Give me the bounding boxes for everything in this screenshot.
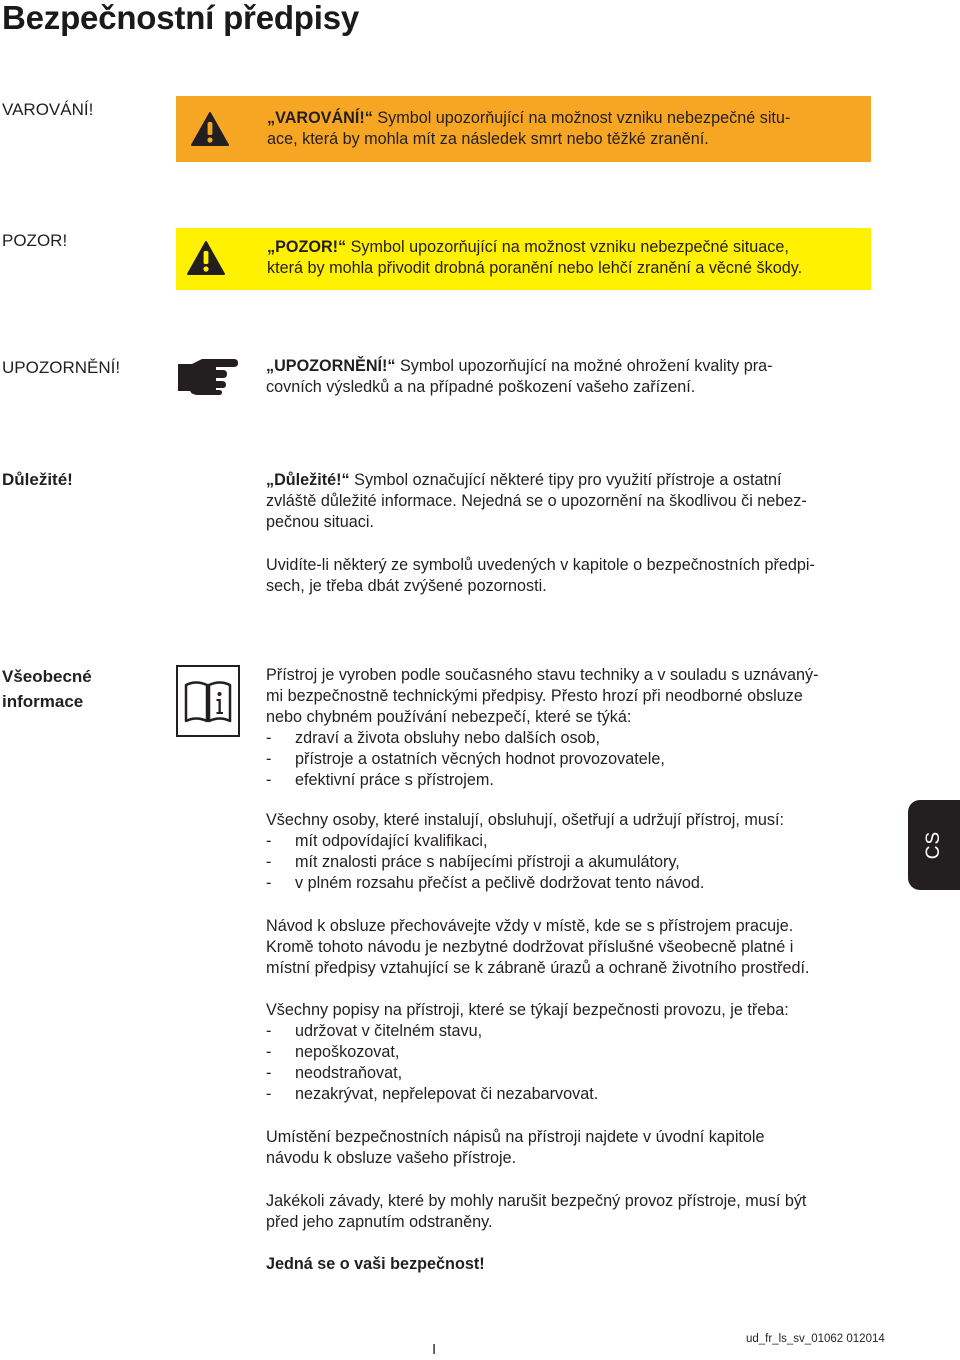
list-item-text: nezakrývat, nepřelepovat či nezabarvovat. (295, 1085, 599, 1103)
list-item (266, 1042, 886, 1063)
list-item-text: mít odpovídající kvalifikaci, (295, 832, 488, 850)
general-p2-list (266, 831, 886, 894)
caution-line1: Symbol upozorňující na možnost vzniku nebezpečné situace, (346, 238, 789, 256)
list-item-text: mít znalosti práce s nabíjecími přístroji a akumulátory, (295, 853, 680, 871)
general-label-line2: informace (2, 692, 84, 711)
caution-label: POZOR! (2, 231, 68, 250)
list-dash: - (266, 832, 272, 850)
general-p1 (266, 665, 886, 791)
general-p5 (266, 1127, 886, 1169)
list-item-text: neodstraňovat, (295, 1064, 403, 1082)
general-p5-line1: Umístění bezpečnostních nápisů na přístroji najdete v úvodní kapitole (266, 1128, 765, 1146)
general-p2-intro: Všechny osoby, které instalují, obsluhují, ošetřují a udržují přístroj, musí: (266, 811, 784, 829)
important-lead: „Důležité!“ (266, 471, 350, 489)
important-text (266, 470, 807, 533)
caution-box (176, 228, 871, 290)
symbols-note-line2: sech, je třeba dbát zvýšené pozornosti. (266, 577, 547, 595)
caution-line2: která by mohla přivodit drobná poranění nebo lehčí zranění a věcné škody. (267, 259, 803, 277)
general-p2 (266, 810, 886, 894)
general-p1-line2: mi bezpečnostně technickými předpisy. Přesto hrozí při neodborné obsluze (266, 687, 803, 705)
document-code: ud_fr_ls_sv_01062 012014 (746, 1333, 885, 1345)
page-title: Bezpečnostní předpisy (2, 0, 360, 36)
closing-statement: Jedná se o vaši bezpečnost! (266, 1255, 485, 1273)
list-item (266, 1063, 886, 1084)
caution-text (267, 237, 802, 279)
list-dash: - (266, 1085, 272, 1103)
warning-triangle-icon (190, 111, 230, 147)
page-number: I (432, 1341, 437, 1358)
general-p3-line1: Návod k obsluze přechovávejte vždy v místě, kde se s přístrojem pracuje. (266, 917, 794, 935)
important-line3: pečnou situaci. (266, 513, 374, 531)
list-dash: - (266, 1043, 272, 1061)
general-p3-line2: Kromě tohoto návodu je nezbytné dodržovat příslušné všeobecně platné i (266, 938, 794, 956)
language-tab-label: CS (923, 830, 944, 860)
warning-lead: „VAROVÁNÍ!“ (267, 109, 373, 127)
general-p3 (266, 916, 886, 979)
notice-line2: covních výsledků a na případné poškození vašeho zařízení. (266, 378, 696, 396)
list-dash: - (266, 853, 272, 871)
list-dash: - (266, 771, 272, 789)
list-item-text: zdraví a života obsluhy nebo dalších osob, (295, 729, 601, 747)
list-dash: - (266, 874, 272, 892)
list-item-text: přístroje a ostatních věcných hodnot provozovatele, (295, 750, 665, 768)
important-label: Důležité! (2, 470, 73, 489)
notice-text (266, 356, 773, 398)
general-p1-line3: nebo chybném používání nebezpečí, které se týká: (266, 708, 632, 726)
list-item (266, 749, 886, 770)
list-dash: - (266, 1064, 272, 1082)
general-p1-list (266, 728, 886, 791)
notice-line1: Symbol upozorňující na možné ohrožení kvality pra- (395, 357, 773, 375)
list-item (266, 770, 886, 791)
general-p6-line2: před jeho zapnutím odstraněny. (266, 1213, 493, 1231)
list-item (266, 873, 886, 894)
notice-label: UPOZORNĚNÍ! (2, 358, 121, 377)
general-p1-line1: Přístroj je vyroben podle současného stavu techniky a v souladu s uznávaný- (266, 666, 819, 684)
general-p4-intro: Všechny popisy na přístroji, které se týkají bezpečnosti provozu, je třeba: (266, 1001, 789, 1019)
symbols-note (266, 555, 815, 597)
warning-box (176, 96, 871, 162)
list-dash: - (266, 750, 272, 768)
important-line1: Symbol označující některé tipy pro využití přístroje a ostatní (349, 471, 782, 489)
list-item (266, 1084, 886, 1105)
list-item (266, 728, 886, 749)
general-p6-line1: Jakékoli závady, které by mohly narušit bezpečný provoz přístroje, musí být (266, 1192, 807, 1210)
warning-label: VAROVÁNÍ! (2, 100, 94, 119)
general-p3-line3: místní předpisy vztahující se k zábraně úrazů a ochraně životního prostředí. (266, 959, 810, 977)
list-item (266, 852, 886, 873)
list-item (266, 831, 886, 852)
list-item-text: efektivní práce s přístrojem. (295, 771, 494, 789)
important-line2: zvláště důležité informace. Nejedná se o upozornění na škodlivou či nebez- (266, 492, 807, 510)
list-dash: - (266, 1022, 272, 1040)
list-item-text: udržovat v čitelném stavu, (295, 1022, 483, 1040)
caution-lead: „POZOR!“ (267, 238, 347, 256)
general-p4 (266, 1000, 886, 1105)
general-p4-list (266, 1021, 886, 1105)
notice-lead: „UPOZORNĚNÍ!“ (266, 357, 396, 375)
list-item-text: v plném rozsahu přečíst a pečlivě dodržovat tento návod. (295, 874, 705, 892)
general-p5-line2: návodu k obsluze vašeho přístroje. (266, 1149, 517, 1167)
list-dash: - (266, 729, 272, 747)
manual-info-icon (176, 665, 240, 737)
language-tab (908, 800, 960, 890)
general-p6 (266, 1191, 886, 1233)
warning-line2: ace, která by mohla mít za následek smrt nebo těžké zranění. (267, 130, 709, 148)
warning-line1: Symbol upozorňující na možnost vzniku nebezpečné situ- (372, 109, 791, 127)
warning-triangle-icon (186, 240, 226, 276)
list-item (266, 1021, 886, 1042)
symbols-note-line1: Uvidíte-li některý ze symbolů uvedených v kapitole o bezpečnostních předpi- (266, 556, 815, 574)
pointing-hand-icon (176, 356, 238, 396)
general-label-line1: Všeobecné (2, 667, 92, 686)
list-item-text: nepoškozovat, (295, 1043, 400, 1061)
general-label (2, 664, 92, 714)
warning-text (267, 108, 790, 150)
